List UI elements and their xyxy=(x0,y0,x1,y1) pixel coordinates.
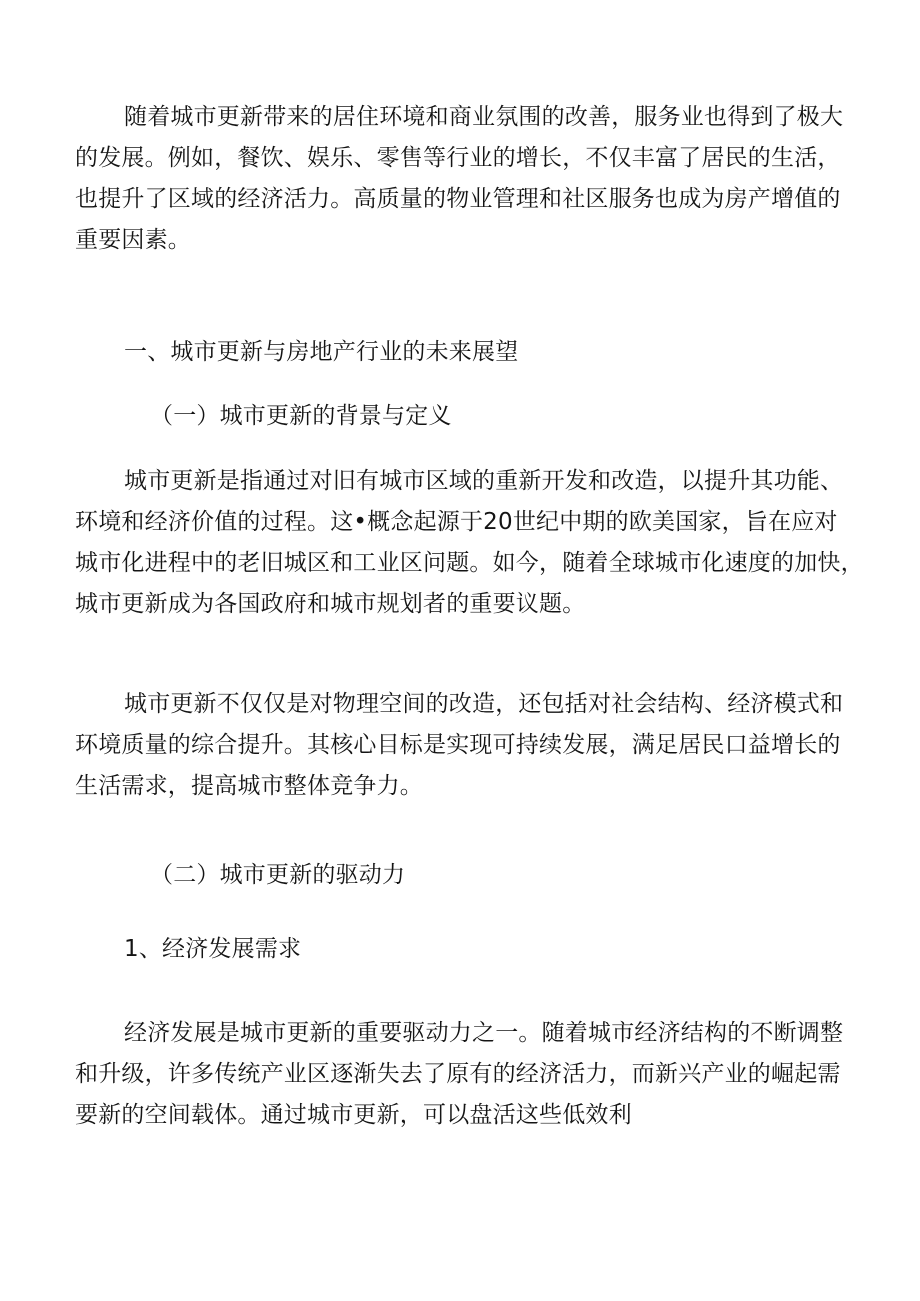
text-line: 环境和经济价值的过程。这•概念起源于20世纪中期的欧美国家，旨在应对 xyxy=(75,509,838,535)
text-line: 和升级，许多传统产业区逐渐失去了原有的经济活力，而新兴产业的崛起需 xyxy=(75,1061,841,1087)
text-line: 生活需求，提高城市整体竞争力。 xyxy=(75,773,423,799)
text-line: 的发展。例如，餐饮、娱乐、零售等行业的增长，不仅丰富了居民的生活， xyxy=(75,145,841,171)
text-line: 城市更新是指通过对旧有城市区域的重新开发和改造，以提升其功能、 xyxy=(124,468,844,494)
text-line: 城市更新成为各国政府和城市规划者的重要议题。 xyxy=(75,591,586,617)
text-line: 城市更新不仅仅是对物理空间的改造，还包括对社会结构、经济模式和 xyxy=(124,691,844,717)
heading-text: 1、经济发展需求 xyxy=(124,936,302,962)
paragraph-goals xyxy=(75,684,845,807)
heading-text: 一、城市更新与房地产行业的未来展望 xyxy=(124,339,519,365)
subheading-background-definition xyxy=(75,396,845,437)
heading-text: （一）城市更新的背景与定义 xyxy=(150,403,452,429)
paragraph-economic-development xyxy=(75,1013,845,1136)
text-line: 重要因素。 xyxy=(75,227,191,253)
text-line: 城市化进程中的老旧城区和工业区问题。如今，随着全球城市化速度的加快， xyxy=(75,550,864,576)
text-line: 经济发展是城市更新的重要驱动力之一。随着城市经济结构的不断调整 xyxy=(124,1020,844,1046)
text-line: 要新的空间载体。通过城市更新，可以盘活这些低效利 xyxy=(75,1102,632,1128)
section-heading xyxy=(75,332,845,373)
numbered-heading xyxy=(75,929,845,970)
paragraph-services-development xyxy=(75,97,845,261)
text-line: 随着城市更新带来的居住环境和商业氛围的改善，服务业也得到了极大 xyxy=(124,104,844,130)
paragraph-definition xyxy=(75,461,864,625)
heading-text: （二）城市更新的驱动力 xyxy=(150,862,406,888)
text-line: 也提升了区域的经济活力。高质量的物业管理和社区服务也成为房产增值的 xyxy=(75,186,841,212)
subheading-driving-forces xyxy=(75,855,845,896)
text-line: 环境质量的综合提升。其核心目标是实现可持续发展，满足居民口益增长的 xyxy=(75,732,841,758)
